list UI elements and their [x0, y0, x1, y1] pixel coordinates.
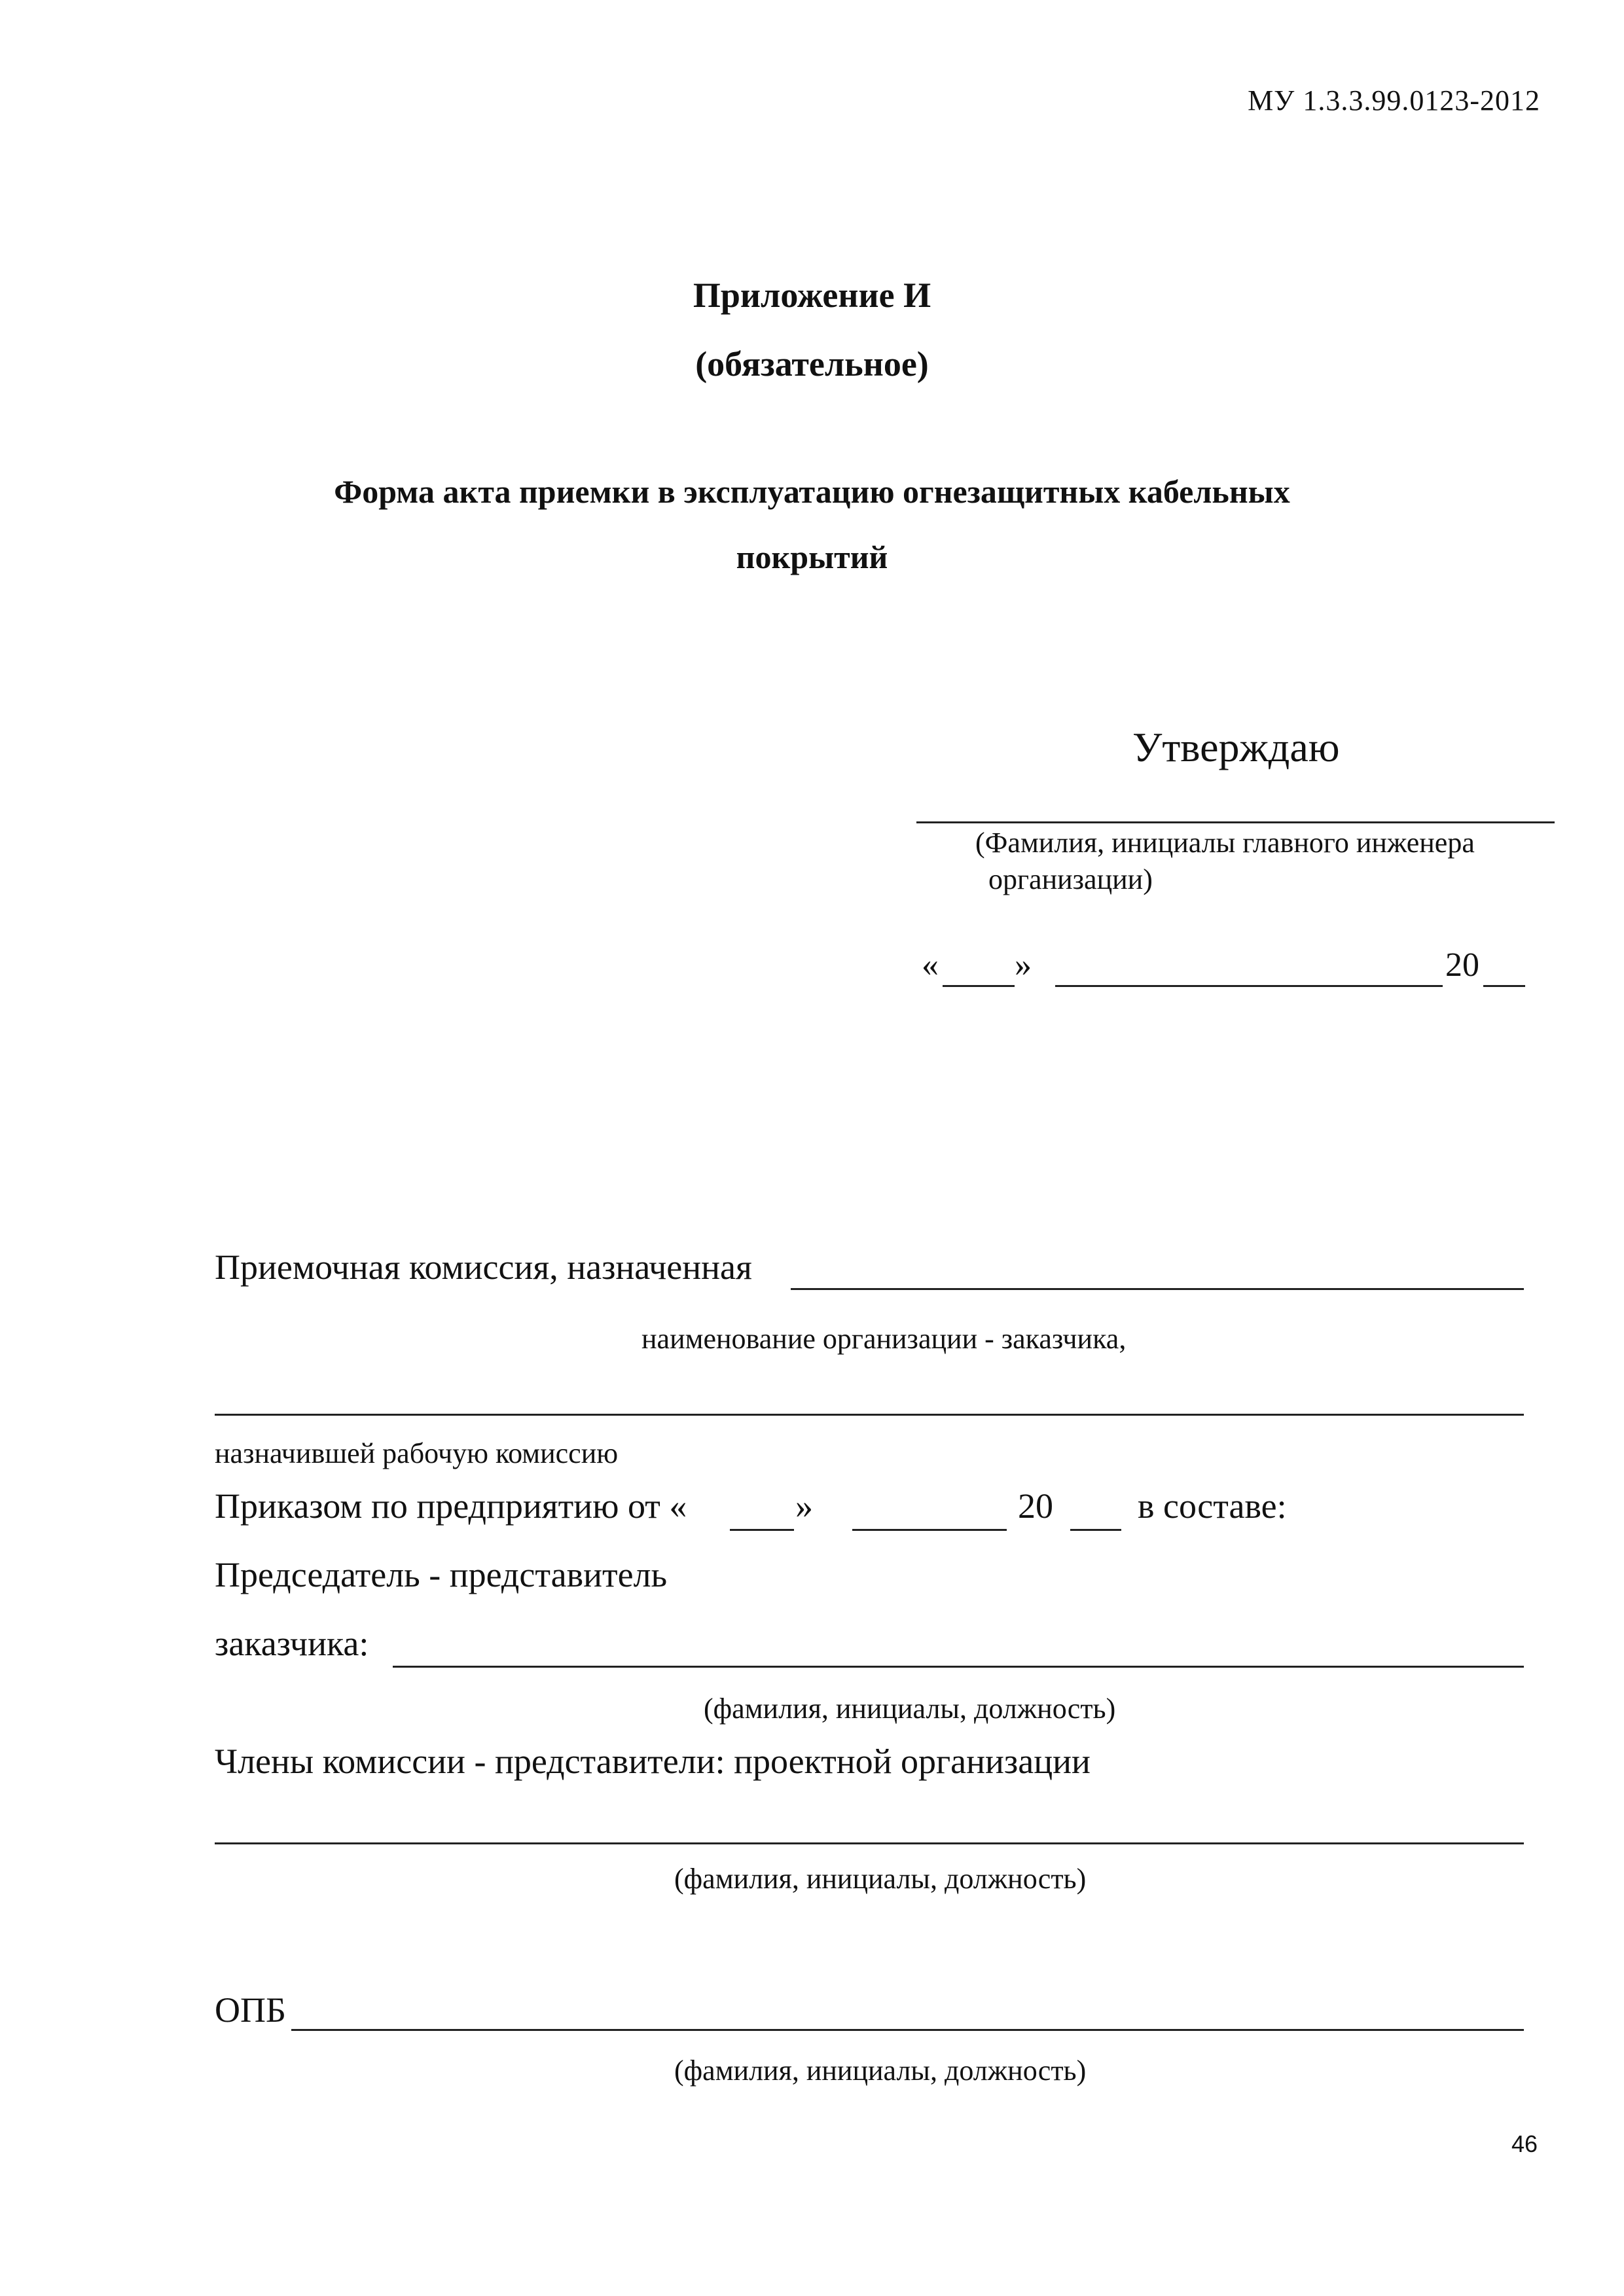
chairman-field[interactable]: [393, 1666, 1524, 1668]
approver-caption-line1: (Фамилия, инициалы главного инженера: [975, 827, 1475, 859]
approver-caption-line2: организации): [988, 863, 1153, 895]
chairman-label-line2: заказчика:: [215, 1624, 369, 1663]
document-code: МУ 1.3.3.99.0123-2012: [1248, 84, 1540, 117]
work-commission-caption: назначившей рабочую комиссию: [215, 1437, 619, 1469]
members-label: Члены комиссии - представители: проектной организации: [215, 1742, 1091, 1781]
order-year-field[interactable]: [1070, 1529, 1121, 1531]
approval-year-prefix: 20: [1445, 946, 1479, 984]
approval-label: Утверждаю: [1132, 724, 1340, 770]
members-field[interactable]: [215, 1842, 1524, 1844]
chairman-label-line1: Председатель - представитель: [215, 1555, 668, 1594]
approval-month-field[interactable]: [1055, 985, 1443, 987]
members-caption: (фамилия, инициалы, должность): [674, 1863, 1087, 1895]
approval-day-field[interactable]: [943, 985, 1015, 987]
commission-label: Приемочная комиссия, назначенная: [215, 1247, 752, 1287]
order-month-field[interactable]: [852, 1529, 1007, 1531]
order-year-prefix: 20: [1018, 1486, 1053, 1526]
approval-year-field[interactable]: [1483, 985, 1525, 987]
opb-label: ОПБ: [215, 1990, 287, 2030]
customer-org-field-cont[interactable]: [215, 1414, 1524, 1416]
order-prefix: Приказом по предприятию от «: [215, 1486, 687, 1526]
org-caption: наименование организации - заказчика,: [641, 1323, 1127, 1355]
opb-caption: (фамилия, инициалы, должность): [674, 2054, 1087, 2087]
approver-signature-line[interactable]: [916, 821, 1555, 823]
appendix-subtitle: (обязательное): [695, 344, 929, 384]
approval-quote-close: »: [1015, 946, 1032, 984]
form-title-line1: Форма акта приемки в эксплуатацию огнезащитных кабельных: [334, 473, 1290, 510]
form-title-line2: покрытий: [736, 539, 888, 575]
appendix-title: Приложение И: [693, 276, 931, 315]
approval-quote-open: «: [922, 946, 939, 984]
customer-org-field[interactable]: [791, 1288, 1524, 1290]
order-suffix: в составе:: [1138, 1486, 1287, 1526]
order-day-field[interactable]: [730, 1529, 794, 1531]
opb-field[interactable]: [291, 2029, 1524, 2031]
page-number: 46: [1511, 2130, 1538, 2157]
chairman-caption: (фамилия, инициалы, должность): [704, 1693, 1116, 1725]
order-quote-close: »: [795, 1486, 813, 1526]
